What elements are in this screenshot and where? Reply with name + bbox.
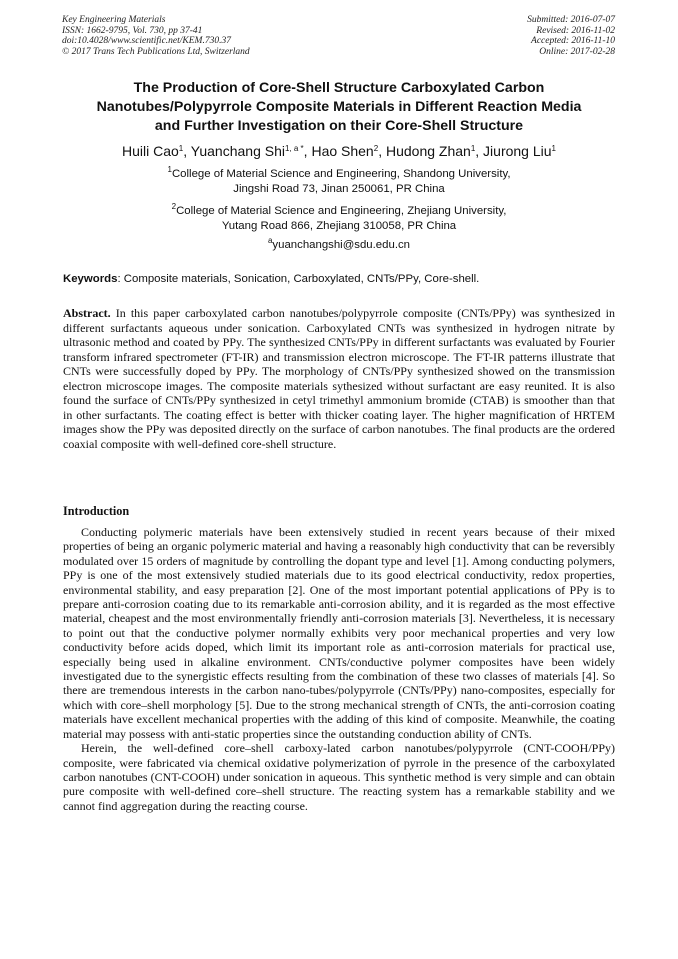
keywords-text: : Composite materials, Sonication, Carboxylated, CNTs/PPy, Core-shell.: [117, 273, 480, 285]
copyright-line: © 2017 Trans Tech Publications Ltd, Switzerland: [62, 47, 250, 58]
corresponding-email: [60, 238, 618, 253]
revised-date: Revised: 2016-11-02: [536, 25, 615, 36]
title-line: and Further Investigation on their Core-Shell Structure: [154, 118, 524, 134]
author-name: Yuanchang Shi: [190, 143, 285, 159]
paragraph: Conducting polymeric materials have been extensively studied in recent years because of their mixed properties of being an organic polymeric material and having a reasonably high conductivity that can be reversibly modulated over 15 orders of magnitude by controlling the dopant type and level [1]. Among conducting polymers, PPy is one of the most extensively studied materials due to its good electrical conductivity, redox properties, environmental stability, and easy preparation [2]. One of the most important potential applications of PPy is to prepare anti-corrosion coating due to its remarkable anti-corrosion ability, and it is regarded as the most effective material, cheapest and the most environmentally friendly anti-corrosion materials [3]. Nevertheless, it is necessary to point out that the conductive polymer normally exhibits very poor mechanical properties and very low conductivity before acids doped, which limit its important role as anti-corrosion materials for practical use, especially being used in alkaline environment. CNTs/conductive polymer composites have been widely investigated due to the synergistic effects resulting from the combination of these two classes of materials [4]. So there are tremendous interests in the carbon nano-tubes/polypyrrole (CNTs/PPy) nano-composites, especially for which with core–shell morphology [5]. Due to the strong mechanical strength of CNTs, the anti-corrosion coating materials have excellent mechanical properties with the adding of this kind of composite. Meanwhile, the coating material may possess with anti-static properties since the outstanding conduction ability of CNTs.: [63, 525, 615, 741]
author-name: Huili Cao: [121, 143, 179, 159]
journal-header-left: [62, 15, 250, 58]
author-affiliation-mark: 1: [178, 144, 184, 153]
affiliation-line: College of Material Science and Engineering, Shandong University,: [171, 168, 511, 180]
keywords: [63, 272, 615, 287]
journal-name: Key Engineering Materials: [62, 15, 166, 25]
author-list: Huili Cao$^1$, Yuanchang Shi$^{1, a *}$, Hao Shen$^2$, Hudong Zhan$^1$, Jiurong Liu$^1$: [121, 143, 556, 159]
affiliation-mark: 1: [167, 165, 172, 174]
author-affiliation-mark: 1: [470, 144, 476, 153]
affiliation-line: Yutang Road 866, Zhejiang 310058, PR China: [221, 219, 457, 232]
paragraph: Herein, the well-defined core–shell carboxy-lated carbon nanotubes/polypyrrole (CNT-COOH/PPy) composite, were fabricated via chemical oxidative polymerization of pyrrole in the presence of the carboxylated carbon nanotubes (CNT-COOH) under sonication in aqueous. This synthetic method is very simple and can obtain pure composite with well-defined core–shell structure. The reacting system has a remarkable stability and we cannot find aggregation during the reacting course.: [63, 741, 615, 813]
email-mark: a: [267, 236, 273, 245]
abstract: [63, 306, 615, 451]
journal-header-right: [527, 15, 615, 58]
email-address[interactable]: yuanchangshi@sdu.edu.cn: [272, 239, 411, 251]
online-date: Online: 2017-02-28: [539, 47, 615, 58]
title-line: The Production of Core-Shell Structure Carboxylated Carbon: [133, 80, 545, 96]
title-line: Nanotubes/Polypyrrole Composite Materials in Different Reaction Media: [96, 99, 582, 115]
abstract-label: Abstract.: [63, 306, 111, 320]
affiliation-1: [60, 167, 618, 197]
author-name: Jiurong Liu: [483, 143, 552, 159]
author-affiliation-mark: 2: [373, 144, 379, 153]
issn-line: ISSN: 1662-9795, Vol. 730, pp 37-41: [62, 25, 203, 36]
submitted-date: Submitted: 2016-07-07: [527, 15, 615, 25]
author-affiliation-mark: 1: [551, 144, 556, 153]
author-affiliation-mark: 1, a *: [284, 144, 304, 153]
section-heading-introduction: Introduction: [63, 504, 130, 518]
affiliation-line: College of Material Science and Engineering, Zhejiang University,: [176, 205, 507, 217]
affiliation-mark: 2: [171, 202, 177, 211]
accepted-date: Accepted: 2016-11-10: [531, 36, 615, 47]
author-name: Hao Shen: [311, 143, 374, 159]
affiliation-line: Jingshi Road 73, Jinan 250061, PR China: [233, 182, 445, 195]
doi-line[interactable]: doi:10.4028/www.scientific.net/KEM.730.37: [62, 36, 231, 47]
abstract-text: In this paper carboxylated carbon nanotubes/polypyrrole composite (CNTs/PPy) was synthesized in different surfactants aqueous under sonication. Carboxylated CNTs was synthesized in hydrogen nitrate by ultrasonic method and coated by PPy. The synthesized CNTs/PPy in different surfactants was evaluated by Fourier transform infrared spectrometer (FT-IR) and transmission electron microscope. The FT-IR patterns illustrate that CNTs were successfully doped by PPy. The morphology of CNTs/PPy synthesized showed on the transmission electron microscope images. The composite materials sythesized without surfactant are easy reunited. It is also found the surface of CNTs/PPy synthesized in cetyl trimethyl ammonium bromide (CTAB) is smoother than that in other surfactants. The coating effect is better with thicker coating layer. The higher magnification of HRTEM images show the PPy was deposited directly on the surface of carbon nanotubes. The final products are the ordered coaxial composite with well-defined core-shell structure.: [63, 306, 616, 451]
author-name: Hudong Zhan: [385, 143, 471, 159]
affiliation-2: [60, 204, 618, 234]
paper-title: [60, 79, 618, 136]
keywords-label: Keywords: [63, 273, 118, 285]
introduction-body: [63, 525, 615, 813]
